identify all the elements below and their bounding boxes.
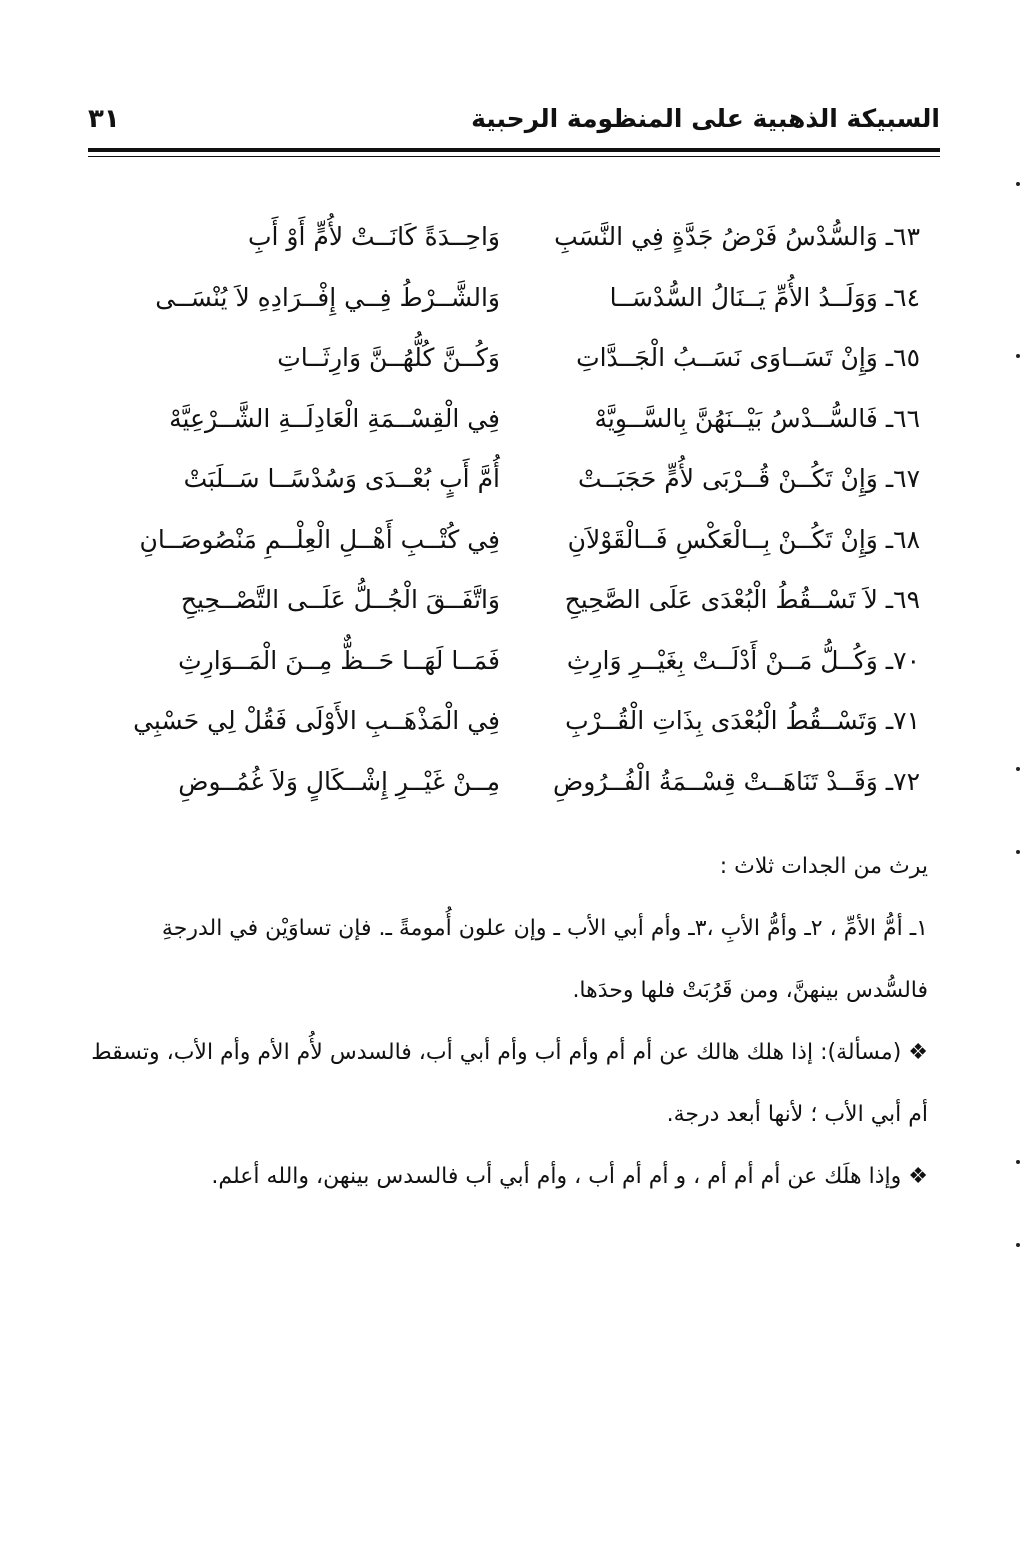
margin-speck <box>1016 182 1020 186</box>
margin-speck <box>1016 1160 1020 1164</box>
commentary-lead: يرث من الجدات ثلاث : <box>719 854 928 879</box>
verse-second-hemistich: وَكُــنَّ كُلُّهُــنَّ وَارِثَــاتِ <box>277 343 500 372</box>
verse-row <box>100 212 920 273</box>
header-rule-thick <box>88 148 940 152</box>
verse-second-hemistich: فِي الْقِسْــمَةِ الْعَادِلَــةِ الشَّــرْعِيَّهْ <box>169 403 500 433</box>
verse-first-hemistich: ٦٣ـ وَالسُّدْسُ فَرْضُ جَدَّةٍ فِي النَّسَبِ <box>554 222 920 251</box>
verse-first-hemistich: ٧١ـ وَتَسْــقُطُ الْبُعْدَى بِذَاتِ الْقُــرْبِ <box>565 706 920 735</box>
verse-second-hemistich: فَمَــا لَهَــا حَــظٌّ مِــنَ الْمَــوَارِثِ <box>178 645 500 675</box>
verse-second-hemistich: وَالشَّــرْطُ فِــي إِفْــرَادِهِ لاَ يُنْسَــى <box>155 282 500 312</box>
page-number: ٣١ <box>88 104 120 134</box>
verse-row <box>100 454 920 515</box>
verse-row <box>100 696 920 757</box>
verse-second-hemistich: فِي كُتْــبِ أَهْــلِ الْعِلْــمِ مَنْصُوصَــانِ <box>139 524 500 554</box>
verse-second-hemistich: فِي الْمَذْهَــبِ الأَوْلَى فَقُلْ لِي حَسْبِي <box>133 706 500 735</box>
poem-verses <box>100 212 920 817</box>
commentary-paragraph: ❖ وإذا هلَك عن أم أم أم ، و أم أم أب ، وأم أبي أب فالسدس بينهن، والله أعلم. <box>211 1164 928 1189</box>
commentary-text <box>84 836 928 1208</box>
book-title: السبيكة الذهبية على المنظومة الرحبية <box>471 104 940 133</box>
verse-first-hemistich: ٧٢ـ وَقَــدْ تَنَاهَــتْ قِسْــمَةُ الْفُــرُوضِ <box>553 766 920 796</box>
verse-second-hemistich: وَاتَّفَــقَ الْجُــلُّ عَلَــى التَّصْــحِيحِ <box>180 585 500 614</box>
verse-first-hemistich: ٧٠ـ وَكُــلُّ مَــنْ أَدْلَــتْ بِغَيْــرِ وَارِثِ <box>566 645 920 675</box>
verse-second-hemistich: أُمَّ أَبٍ بُعْــدَى وَسُدْسًــا سَــلَبَتْ <box>183 464 500 493</box>
verse-first-hemistich: ٦٧ـ وَإِنْ تَكُــنْ قُــرْبَى لأُمٍّ حَجَبَــتْ <box>578 464 920 493</box>
running-header <box>88 104 940 144</box>
verse-first-hemistich: ٦٨ـ وَإِنْ تَكُــنْ بِــالْعَكْسِ فَــالْقَوْلاَنِ <box>567 524 920 554</box>
verse-row <box>100 757 920 818</box>
header-rule-thin <box>88 156 940 157</box>
verse-first-hemistich: ٦٥ـ وَإِنْ تَسَــاوَى نَسَــبُ الْجَــدَّاتِ <box>576 343 920 372</box>
verse-row <box>100 575 920 636</box>
verse-row <box>100 515 920 576</box>
verse-row <box>100 273 920 334</box>
verse-first-hemistich: ٦٩ـ لاَ تَسْــقُطُ الْبُعْدَى عَلَى الصَّحِيحِ <box>564 585 920 614</box>
verse-row <box>100 636 920 697</box>
commentary-paragraph: ١ـ أمُّ الأمِّ ، ٢ـ وأمُّ الأبِ ،٣ـ وأم أبي الأب ـ وإن علون أُمومةً ـ. فإن تساوَيْن في الدرجةِ فالسُّدس بينهنَّ، ومن قَرُبَتْ فلها وحدَها. <box>161 916 928 1003</box>
verse-row <box>100 333 920 394</box>
margin-speck <box>1016 354 1020 358</box>
margin-speck <box>1016 1243 1020 1247</box>
margin-speck <box>1016 850 1020 854</box>
margin-speck <box>1016 767 1020 771</box>
commentary-paragraph: ❖ (مسألة): إذا هلك هالك عن أم أم وأم أب وأم أبي أب، فالسدس لأُم الأم وأم الأب، وتسقط أم أبي الأب ؛ لأنها أبعد درجة. <box>91 1040 928 1127</box>
verse-first-hemistich: ٦٤ـ وَوَلَــدُ الأُمِّ يَــنَالُ السُّدْسَــا <box>609 282 920 312</box>
verse-first-hemistich: ٦٦ـ فَالسُّــدْسُ بَيْــنَهُنَّ بِالسَّــوِيَّهْ <box>594 403 920 433</box>
verse-second-hemistich: مِــنْ غَيْــرِ إِشْــكَالٍ وَلاَ غُمُــوضِ <box>178 766 500 796</box>
verse-row <box>100 394 920 455</box>
verse-second-hemistich: وَاحِــدَةً كَانَــتْ لأُمٍّ أَوْ أَبِ <box>247 222 500 251</box>
